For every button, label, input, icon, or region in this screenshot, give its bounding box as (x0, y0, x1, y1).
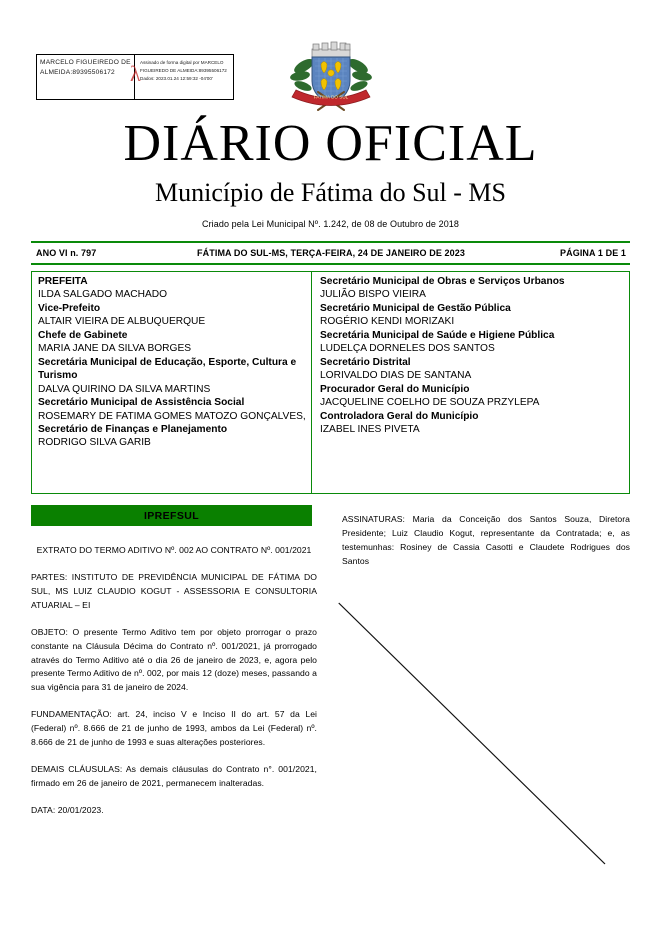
signature-details-text: Assinado de forma digital por MARCELO FIGUEIREDO DE ALMEIDA:89395506172 Dados: 2023.01.24 12:59:32 -04'00' (140, 60, 227, 81)
content-column-right (317, 505, 630, 915)
official-name: RODRIGO SILVA GARIB (38, 437, 151, 449)
page-subtitle: Município de Fátima do Sul - MS (155, 178, 506, 207)
notice-paragraph: PARTES: INSTITUTO DE PREVIDÊNCIA MUNICIPAL DE FÁTIMA DO SUL, MS LUIZ CLAUDIO KOGUT - ASSESSORIA E CONSULTORIA ATUARIAL – EI (31, 571, 317, 610)
official-role: Secretário Municipal de Obras e Serviços Urbanos (320, 276, 565, 287)
creation-law-line: Criado pela Lei Municipal Nº. 1.242, de 08 de Outubro de 2018 (201, 219, 460, 229)
issue-place-date: FÁTIMA DO SUL-MS, TERÇA-FEIRA, 24 DE JANEIRO DE 2023 (197, 248, 465, 258)
official-role: Chefe de Gabinete (38, 329, 128, 341)
official-role: Procurador Geral do Município (320, 383, 470, 395)
signature-details (130, 55, 233, 99)
official-name: DALVA QUIRINO DA SILVA MARTINS (38, 383, 211, 395)
notice-heading: EXTRATO DO TERMO ADITIVO Nº. 002 AO CONTRATO Nº. 001/2021 (36, 545, 312, 555)
digital-signature-stamp (36, 54, 234, 100)
notice-paragraph: FUNDAMENTAÇÃO: art. 24, inciso V e Inciso II do art. 57 da Lei (Federal) nº. 8.666 de 21 de junho de 1993, ambos da Lei (Federal) nº. 8.666 de 21 de junho de 1993 e suas alterações posteriores. (31, 709, 317, 748)
official-role: Secretário Distrital (320, 356, 411, 368)
issue-page-count: PÁGINA 1 DE 1 (560, 248, 626, 258)
official-role: Controladora Geral do Município (320, 410, 479, 422)
municipal-coat-of-arms-icon (288, 40, 374, 116)
official-role: Secretário de Finanças e Planejamento (38, 423, 228, 435)
notice-paragraphs (31, 571, 317, 818)
official-name: LUDELÇA DORNELES DOS SANTOS (320, 343, 495, 355)
official-role: Secretária Municipal de Saúde e Higiene Pública (320, 329, 555, 341)
content-column-left (31, 505, 317, 915)
masthead (0, 0, 661, 229)
official-name: ILDA SALGADO MACHADO (38, 289, 168, 301)
notice-paragraph: OBJETO: O presente Termo Aditivo tem por objeto prorrogar o prazo constante na Cláusula Décima do Contrato nº. 001/2021, já prorrogado através do Termo Aditivo até o dia 26 de janeiro de 2023, e, agora pelo presente Termo Aditivo de nº. 002, por mais 12 (doze) meses, passando a sua vigência para 31 de janeiro de 2024. (31, 626, 317, 693)
section-banner-iprefsul (31, 505, 312, 526)
official-name: JULIÃO BISPO VIEIRA (320, 289, 426, 301)
official-name: IZABEL INES PIVETA (320, 423, 420, 435)
official-name: ROSEMARY DE FATIMA GOMES MATOZO GONÇALVES, (38, 410, 306, 422)
official-name: MARIA JANE DA SILVA BORGES (38, 343, 192, 355)
officials-column-right (312, 272, 629, 493)
content-area (31, 505, 630, 915)
notice-paragraph: DATA: 20/01/2023. (31, 804, 104, 815)
issue-info-bar (31, 241, 630, 265)
notice-signatures: ASSINATURAS: Maria da Conceição dos Santos Souza, Diretora Presidente; Luiz Claudio Kogut, representante da Contratada; e, as testemunhas: Rosiney de Cassia Casotti e Claudete Rodrigues dos Santos (342, 514, 630, 566)
officials-column-left (32, 272, 312, 493)
signature-name: MARCELO FIGUEIREDO DE ALMEIDA:89395506172 (37, 55, 135, 99)
official-role: Secretário Municipal de Assistência Social (38, 397, 245, 409)
crest-ribbon-text: FATIMA DO SUL (313, 94, 348, 100)
official-role: Vice-Prefeito (38, 302, 101, 314)
official-role: Secretária Municipal de Educação, Esporte, Cultura e Turismo (38, 356, 297, 382)
official-name: JACQUELINE COELHO DE SOUZA PRZYLEPA (320, 397, 540, 409)
official-name: LORIVALDO DIAS DE SANTANA (320, 370, 472, 382)
official-role: PREFEITA (38, 276, 88, 287)
page-title: DIÁRIO OFICIAL (123, 115, 538, 172)
signature-flourish-icon: λ (130, 61, 141, 86)
notice-paragraph: DEMAIS CLÁUSULAS: As demais cláusulas do Contrato n°. 001/2021, firmado em 26 de janeiro de 2021, permanecem inalteradas. (31, 764, 317, 788)
official-name: ROGÉRIO KENDI MORIZAKI (320, 316, 455, 328)
section-banner-label: IPREFSUL (143, 509, 200, 522)
issue-year-number: ANO VI n. 797 (36, 248, 97, 258)
official-name: ALTAIR VIEIRA DE ALBUQUERQUE (38, 316, 206, 328)
official-role: Secretário Municipal de Gestão Pública (320, 302, 511, 314)
officials-directory (31, 271, 630, 494)
